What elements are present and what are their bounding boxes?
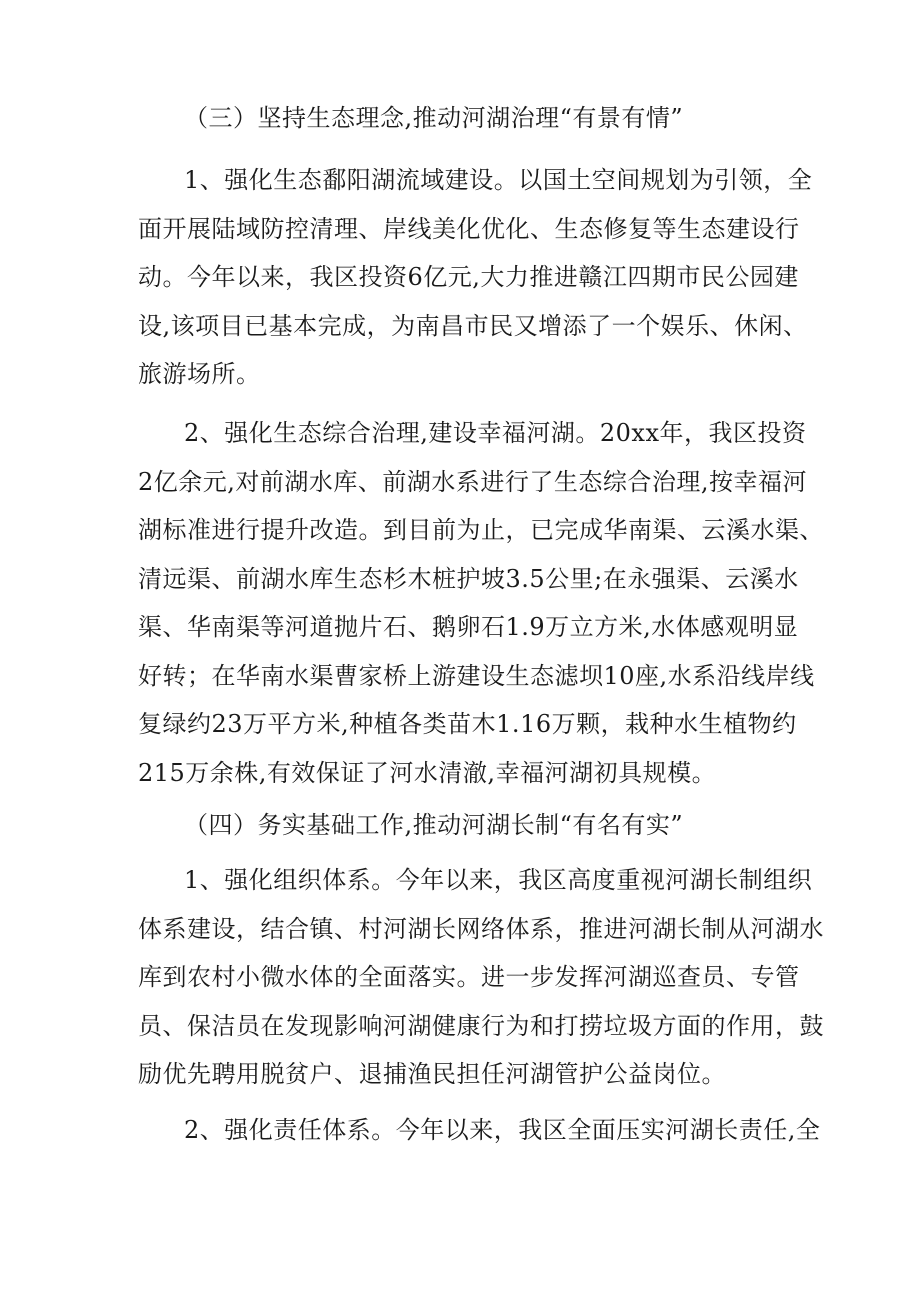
text-line: 渠、华南渠等河道抛片石、鹅卵石1.9万立方米,水体感观明显 bbox=[138, 613, 799, 641]
text-line: 215万余株,有效保证了河水清澈,幸福河湖初具规模。 bbox=[138, 758, 717, 787]
text-line: 面开展陆域防控清理、岸线美化优化、生态修复等生态建设行 bbox=[138, 214, 800, 243]
section-3-heading: （三）坚持生态理念,推动河湖治理“有景有情” bbox=[184, 104, 684, 132]
section-4-paragraph-2 bbox=[138, 1106, 821, 1155]
text-line: 员、保洁员在发现影响河湖健康行为和打捞垃圾方面的作用，鼓 bbox=[138, 1011, 824, 1040]
text-line: 设,该项目已基本完成，为南昌市民又增添了一个娱乐、休闲、 bbox=[138, 311, 808, 340]
section-4-paragraph-1 bbox=[138, 856, 824, 1099]
text-line: 1、强化生态鄱阳湖流域建设。以国土空间规划为引领，全 bbox=[184, 166, 813, 194]
section-3-paragraph-2 bbox=[138, 409, 824, 797]
text-line: 2、强化生态综合治理,建设幸福河湖。20xx年，我区投资 bbox=[184, 419, 807, 447]
section-4-heading: （四）务实基础工作,推动河湖长制“有名有实” bbox=[184, 811, 684, 839]
text-line: 湖标准进行提升改造。到目前为止，已完成华南渠、云溪水渠、 bbox=[138, 516, 824, 544]
section-3-paragraph-1 bbox=[138, 156, 813, 399]
text-line: 励优先聘用脱贫户、退捕渔民担任河湖管护公益岗位。 bbox=[138, 1060, 726, 1088]
text-line: 库到农村小微水体的全面落实。进一步发挥河湖巡查员、专管 bbox=[138, 963, 800, 991]
text-line: 清远渠、前湖水库生态杉木桩护坡3.5公里;在永强渠、云溪水 bbox=[138, 564, 799, 593]
text-line: 动。今年以来，我区投资6亿元,大力推进赣江四期市民公园建 bbox=[138, 263, 799, 291]
text-line: 体系建设，结合镇、村河湖长网络体系，推进河湖长制从河湖水 bbox=[138, 914, 824, 943]
text-line: 2亿余元,对前湖水库、前湖水系进行了生态综合治理,按幸福河 bbox=[138, 467, 808, 496]
text-line: 旅游场所。 bbox=[138, 360, 261, 388]
text-line: 1、强化组织体系。今年以来，我区高度重视河湖长制组织 bbox=[184, 866, 813, 894]
text-line: 2、强化责任体系。今年以来，我区全面压实河湖长责任,全 bbox=[184, 1116, 821, 1144]
text-line: 好转；在华南水渠曹家桥上游建设生态滤坝10座,水系沿线岸线 bbox=[138, 661, 815, 690]
text-line: 复绿约23万平方米,种植各类苗木1.16万颗，栽种水生植物约 bbox=[138, 710, 797, 738]
